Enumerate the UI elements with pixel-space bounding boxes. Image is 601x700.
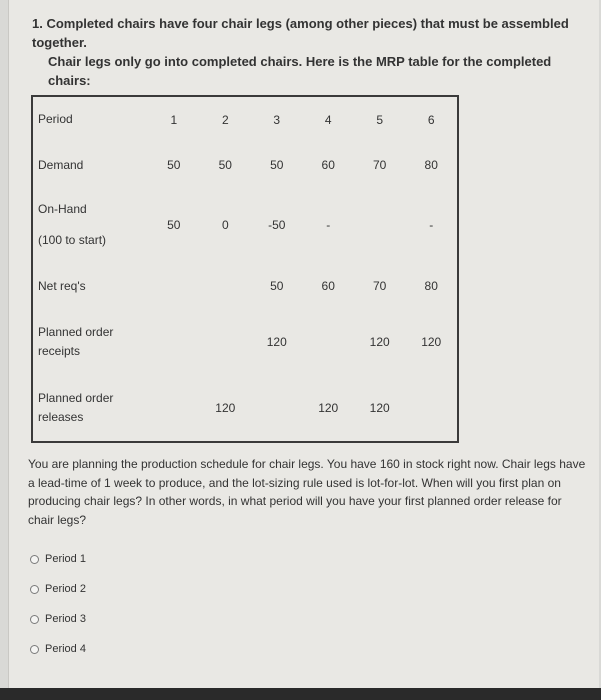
- receipts-p6: 120: [421, 335, 442, 349]
- planned-receipts-label: Planned order receipts: [38, 325, 114, 358]
- radio-button-icon[interactable]: [30, 555, 39, 564]
- net-req-p5: 70: [373, 279, 387, 293]
- mrp-table: [31, 95, 459, 443]
- net-req-p2: [200, 262, 251, 310]
- row-planned-receipts: [32, 310, 458, 374]
- period-1: 1: [170, 112, 178, 127]
- releases-p1: [148, 374, 199, 442]
- period-6: 6: [427, 112, 435, 127]
- question-line-2: Chair legs only go into completed chairs. Here is the MRP table for the completed chairs:: [48, 54, 552, 88]
- on-hand-p4: -: [326, 218, 331, 232]
- demand-p6: 80: [424, 158, 438, 172]
- releases-p6: [405, 374, 458, 442]
- question-line-1: 1. Completed chairs have four chair legs (among other pieces) that must be assembled together.: [32, 16, 569, 50]
- receipts-p5: 120: [369, 335, 390, 349]
- row-on-hand: [32, 188, 458, 262]
- receipts-p2: [200, 310, 251, 374]
- row-planned-releases: [32, 374, 458, 442]
- net-req-p3: 50: [270, 279, 284, 293]
- net-req-p1: [148, 262, 199, 310]
- option-period-3[interactable]: [30, 604, 86, 634]
- on-hand-p1: 50: [167, 218, 181, 232]
- period-3: 3: [273, 112, 281, 127]
- net-req-p6: 80: [424, 279, 438, 293]
- receipts-p1: [148, 310, 199, 374]
- period-4: 4: [324, 112, 332, 127]
- option-label: Period 2: [45, 583, 86, 595]
- demand-p1: 50: [167, 158, 181, 172]
- demand-label: Demand: [38, 157, 84, 172]
- receipts-p4: [302, 310, 353, 374]
- net-req-p4: 60: [321, 279, 335, 293]
- option-label: Period 4: [45, 643, 86, 655]
- answer-options: [30, 544, 86, 664]
- period-2: 2: [221, 112, 229, 127]
- row-demand: [32, 142, 458, 188]
- option-period-4[interactable]: [30, 634, 86, 664]
- demand-p4: 60: [321, 158, 335, 172]
- question-heading: [32, 14, 592, 90]
- releases-p4: 120: [318, 400, 339, 415]
- receipts-p3: 120: [266, 335, 287, 349]
- option-label: Period 1: [45, 553, 86, 565]
- radio-button-icon[interactable]: [30, 645, 39, 654]
- demand-p5: 70: [373, 158, 387, 172]
- releases-p3: [251, 374, 302, 442]
- radio-button-icon[interactable]: [30, 615, 39, 624]
- on-hand-p3: -50: [268, 218, 286, 232]
- on-hand-label: On-Hand (100 to start): [38, 202, 107, 247]
- period-5: 5: [376, 112, 384, 127]
- releases-p2: 120: [215, 400, 236, 415]
- option-label: Period 3: [45, 613, 86, 625]
- option-period-2[interactable]: [30, 574, 86, 604]
- option-period-1[interactable]: [30, 544, 86, 574]
- bottom-edge-bar: [0, 688, 601, 700]
- row-period: [32, 96, 458, 142]
- row-net-requirements: [32, 262, 458, 310]
- demand-p3: 50: [270, 158, 284, 172]
- demand-p2: 50: [218, 158, 232, 172]
- on-hand-p2: 0: [221, 218, 229, 232]
- on-hand-p6: -: [429, 218, 434, 232]
- net-req-label: Net req's: [38, 278, 86, 293]
- radio-button-icon[interactable]: [30, 585, 39, 594]
- question-prompt: You are planning the production schedule for chair legs. You have 160 in stock right now. Chair legs have a lead-time of 1 week to produce, and the lot-sizing rule used is lot-for-lot. When will you first plan on producing chair legs? In other words, in what period will you have your first planned order release for chair legs?: [28, 457, 586, 527]
- planned-releases-label: Planned order releases: [38, 390, 114, 424]
- releases-p5: 120: [369, 400, 390, 415]
- on-hand-p5: [354, 188, 405, 262]
- period-label: Period: [38, 112, 73, 126]
